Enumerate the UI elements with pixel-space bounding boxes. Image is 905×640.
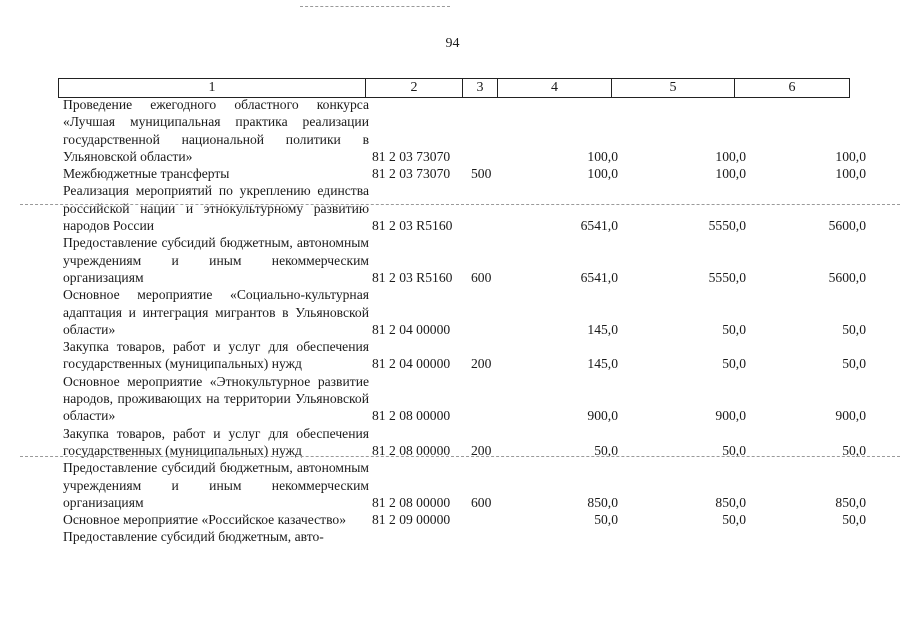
row-value-6-cell: 100,0 (835, 166, 866, 182)
row-value-5-cell: 100,0 (715, 148, 746, 164)
row-value-4-cell: 6541,0 (580, 269, 618, 285)
table-row (58, 511, 871, 528)
column-header-6: 6 (735, 79, 850, 98)
row-name-cell: Реализация мероприятий по укреплению единства российской нации и этнокультурному развитию народов России (63, 183, 369, 234)
row-value-6-cell: 5600,0 (828, 269, 866, 285)
row-value-6-cell: 50,0 (842, 512, 866, 528)
row-value-5-cell: 50,0 (722, 442, 746, 458)
row-expense-type-cell (468, 511, 505, 528)
row-value-5-cell: 850,0 (715, 494, 746, 510)
row-value-6-cell: 850,0 (835, 494, 866, 510)
row-expense-type-cell: 600 (471, 494, 492, 510)
row-expense-type-cell (468, 182, 505, 234)
table-row (58, 182, 871, 234)
row-value-6-cell: 5600,0 (828, 218, 866, 234)
row-value-6-cell: 50,0 (842, 356, 866, 372)
row-expense-type-cell: 200 (471, 356, 492, 372)
column-header-1: 1 (59, 79, 366, 98)
page-number: 94 (445, 36, 460, 51)
row-value-4-cell: 900,0 (587, 408, 618, 424)
column-header-2: 2 (366, 79, 463, 98)
row-value-4-cell: 145,0 (587, 321, 618, 337)
row-code-cell: 81 2 08 00000 (372, 442, 451, 458)
row-expense-type-cell: 500 (471, 166, 492, 182)
table-row (58, 425, 871, 460)
row-code-cell: 81 2 08 00000 (372, 494, 451, 510)
row-value-5-cell: 900,0 (715, 408, 746, 424)
row-value-5-cell: 50,0 (722, 356, 746, 372)
row-value-5-cell: 100,0 (715, 166, 746, 182)
row-name-cell: Основное мероприятие «Этнокультурное развитие народов, проживающих на территории Ульяновской области» (63, 373, 369, 424)
row-value-5-cell: 50,0 (722, 512, 746, 528)
column-header-3: 3 (463, 79, 498, 98)
row-value-4-cell: 100,0 (587, 166, 618, 182)
row-code-cell: 81 2 03 R5160 (372, 269, 453, 285)
row-value-4-cell: 50,0 (594, 512, 618, 528)
row-code-cell: 81 2 03 73070 (372, 148, 451, 164)
table-row (58, 234, 871, 286)
row-expense-type-cell: 600 (471, 269, 492, 285)
column-header-table (58, 78, 850, 98)
row-value-5-cell: 50,0 (722, 321, 746, 337)
row-name-cell: Закупка товаров, работ и услуг для обеспечения государственных (муниципальных) нужд (63, 425, 369, 458)
row-code-cell: 81 2 04 00000 (372, 356, 451, 372)
row-value-4-cell: 50,0 (594, 442, 618, 458)
row-name-cell: Проведение ежегодного областного конкурса «Лучшая муниципальная практика реализации государственной национальной политики в Ульяновской области» (63, 97, 369, 164)
row-value-4-cell: 145,0 (587, 356, 618, 372)
column-header-row (59, 79, 850, 98)
row-value-6-cell: 100,0 (835, 148, 866, 164)
row-expense-type-cell (468, 373, 505, 425)
row-value-4-cell: 6541,0 (580, 218, 618, 234)
row-value-6-cell (752, 528, 871, 545)
row-expense-type-cell: 200 (471, 442, 492, 458)
row-value-4-cell: 100,0 (587, 148, 618, 164)
table-row (58, 373, 871, 425)
row-expense-type-cell (468, 96, 505, 165)
row-name-cell: Предоставление субсидий бюджетным, автономным учреждениям и иным некоммерческим организациям (63, 460, 369, 510)
table-row (58, 338, 871, 373)
table-row (58, 96, 871, 165)
row-code-cell: 81 2 08 00000 (372, 408, 451, 424)
row-name-cell: Предоставление субсидий бюджетным, авто- (63, 529, 324, 545)
table-row (58, 528, 871, 545)
row-name-cell: Предоставление субсидий бюджетным, автономным учреждениям и иным некоммерческим организациям (63, 235, 369, 285)
row-code-cell (369, 528, 468, 545)
row-code-cell: 81 2 03 73070 (372, 166, 451, 182)
row-value-6-cell: 50,0 (842, 442, 866, 458)
row-value-6-cell: 50,0 (842, 321, 866, 337)
table-row (58, 459, 871, 511)
row-code-cell: 81 2 03 R5160 (372, 218, 453, 234)
row-expense-type-cell (468, 286, 505, 338)
row-name-cell: Основное мероприятие «Российское казачество» (63, 512, 346, 528)
row-name-cell: Межбюджетные трансферты (63, 166, 230, 182)
row-name-cell: Основное мероприятие «Социально-культурная адаптация и интеграция мигрантов в Ульяновской области» (63, 287, 369, 337)
row-code-cell: 81 2 04 00000 (372, 321, 451, 337)
table-row (58, 165, 871, 182)
scan-artifact-line (300, 6, 450, 7)
row-code-cell: 81 2 09 00000 (372, 512, 451, 528)
scan-artifact-line (20, 204, 900, 205)
row-value-6-cell: 900,0 (835, 408, 866, 424)
row-name-cell: Закупка товаров, работ и услуг для обеспечения государственных (муниципальных) нужд (63, 339, 369, 372)
row-value-4-cell: 850,0 (587, 494, 618, 510)
row-value-5-cell (624, 528, 752, 545)
row-value-5-cell: 5550,0 (708, 269, 746, 285)
column-header-4: 4 (498, 79, 612, 98)
budget-table (58, 96, 871, 546)
table-row (58, 286, 871, 338)
column-header-5: 5 (612, 79, 735, 98)
row-expense-type-cell (468, 528, 505, 545)
row-value-4-cell (505, 528, 624, 545)
scan-artifact-line (20, 456, 900, 457)
row-value-5-cell: 5550,0 (708, 218, 746, 234)
